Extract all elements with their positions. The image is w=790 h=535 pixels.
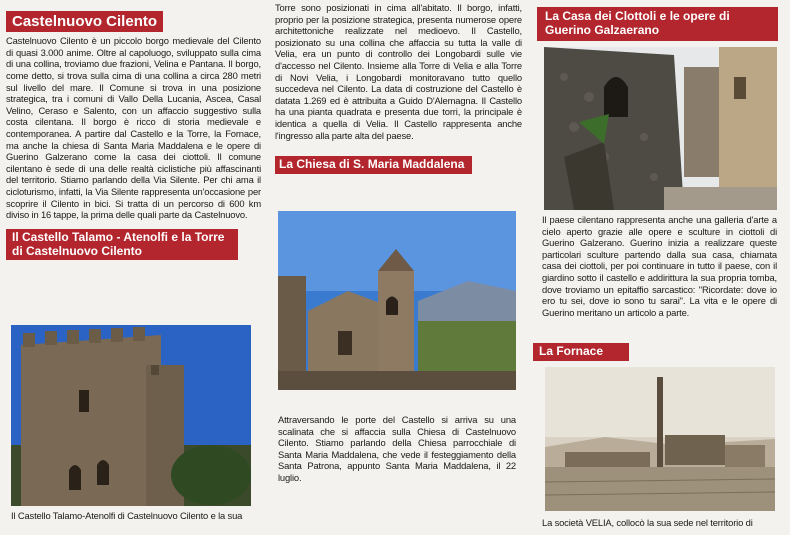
section-title-castle: Il Castello Talamo - Atenolfi e la Torre di Castelnuovo Cilento [6, 229, 238, 261]
church-photo [278, 211, 516, 390]
church-text: Attraversando le porte del Castello si arriva su una scalinata che si affaccia sulla Chiesa di Castelnuovo Cilento. Stiamo parlando della Chiesa parrocchiale di Santa Maria Maddalena, che vede il festeggiamento della Santa Patrona, appunto Santa Maria Maddalena, il 22 luglio. [278, 414, 516, 483]
intro-text: Castelnuovo Cilento è un piccolo borgo medievale del Cilento di quasi 3.000 anime. Oltre al capoluogo, sviluppato sulla cima di una collina, troviamo due frazioni, Velina e Pantana. Il borgo, come detto, si trova sulla cima di una collina a circa 280 metri sul livello del mare. Il Comune si trova in una posizione strategica, tra i comuni di Vallo Della Lucania, Ascea, Casal Velino, Ceraso e Salento, con un affaccio suggestivo sulla costa cilentana. Il borgo è ricco di storia medievale e contemporanea. A partire dal Castello e la Torre, la Fornace, ma anche la chiesa di Santa Maria Maddalena e le opere di Guerino Galzerano come la casa dei ciottoli. Il comune cilentano è sede di una delle realtà ciclistiche più affascinanti del territorio. Stiamo parlando della Via Silente. Per chi ama il cicloturismo, infatti, la Via Silente rappresenta un'occasione per scoprire il Cilento in bici. Si tratta di un percorso di 600 km diviso in 16 tappe, la prima delle quali parte da Castelnuovo. [6, 35, 261, 221]
section-title-church: La Chiesa di S. Maria Maddalena [275, 156, 472, 174]
castle-photo [11, 325, 251, 506]
house-text: Il paese cilentano rappresenta anche una galleria d'arte a cielo aperto grazie alle opere e sculture in ciottoli di Guerino Galzerano. Guerino inizia a realizzare queste particolari sculture partendo dalla sua casa, chiamata casa dei ciottoli, per poi continuare in tutto il paese, con il giardino sotto il castello e addirittura la sua propria tomba, dove troviamo un epitaffio sarcastico: "Ricordate: dove io ero tu sei, dove io sono tu sarai". La vita e le opere di Guerino meritano un articolo a parte. [542, 214, 777, 318]
section-title-house: La Casa dei Clottoli e le opere di Guerino Galzaerano [537, 7, 778, 41]
section-title-furnace: La Fornace [533, 343, 629, 361]
column-3 [537, 0, 785, 41]
furnace-photo [545, 367, 775, 511]
section-title-castelnuovo: Castelnuovo Cilento [6, 11, 163, 32]
column-2 [275, 0, 522, 174]
house-photo [544, 47, 777, 210]
column-1 [6, 0, 261, 260]
castle-caption: Il Castello Talamo-Atenolfi di Castelnuovo Cilento e la sua [11, 510, 243, 521]
castle-text: Torre sono posizionati in cima all'abitato. Il borgo, infatti, proprio per la posizione strategica, presenta numerose opere architettoniche realizzate nel medioevo. Il Castello, posizionato su una collina che affaccia su tutta la valle di Velia, era un punto di controllo dei Longobardi sulle vie d'accesso nel Cilento. Insieme alla Torre di Velia e alla Torre di Novi Velia, i Longobardi monitoravano tutto quello succedeva nel Cilento. La data di costruzione del Castello è datata 1.269 ed è attribuita a Guido D'Alemagna. Il Castello ha una pianta quadrata e presenta due torri, la principale è identica a quella di Velia. Il Castello rappresenta anche l'ingresso alla parte alta del paese. [275, 2, 522, 141]
furnace-text: La società VELIA, collocò la sua sede nel territorio di [542, 517, 753, 528]
